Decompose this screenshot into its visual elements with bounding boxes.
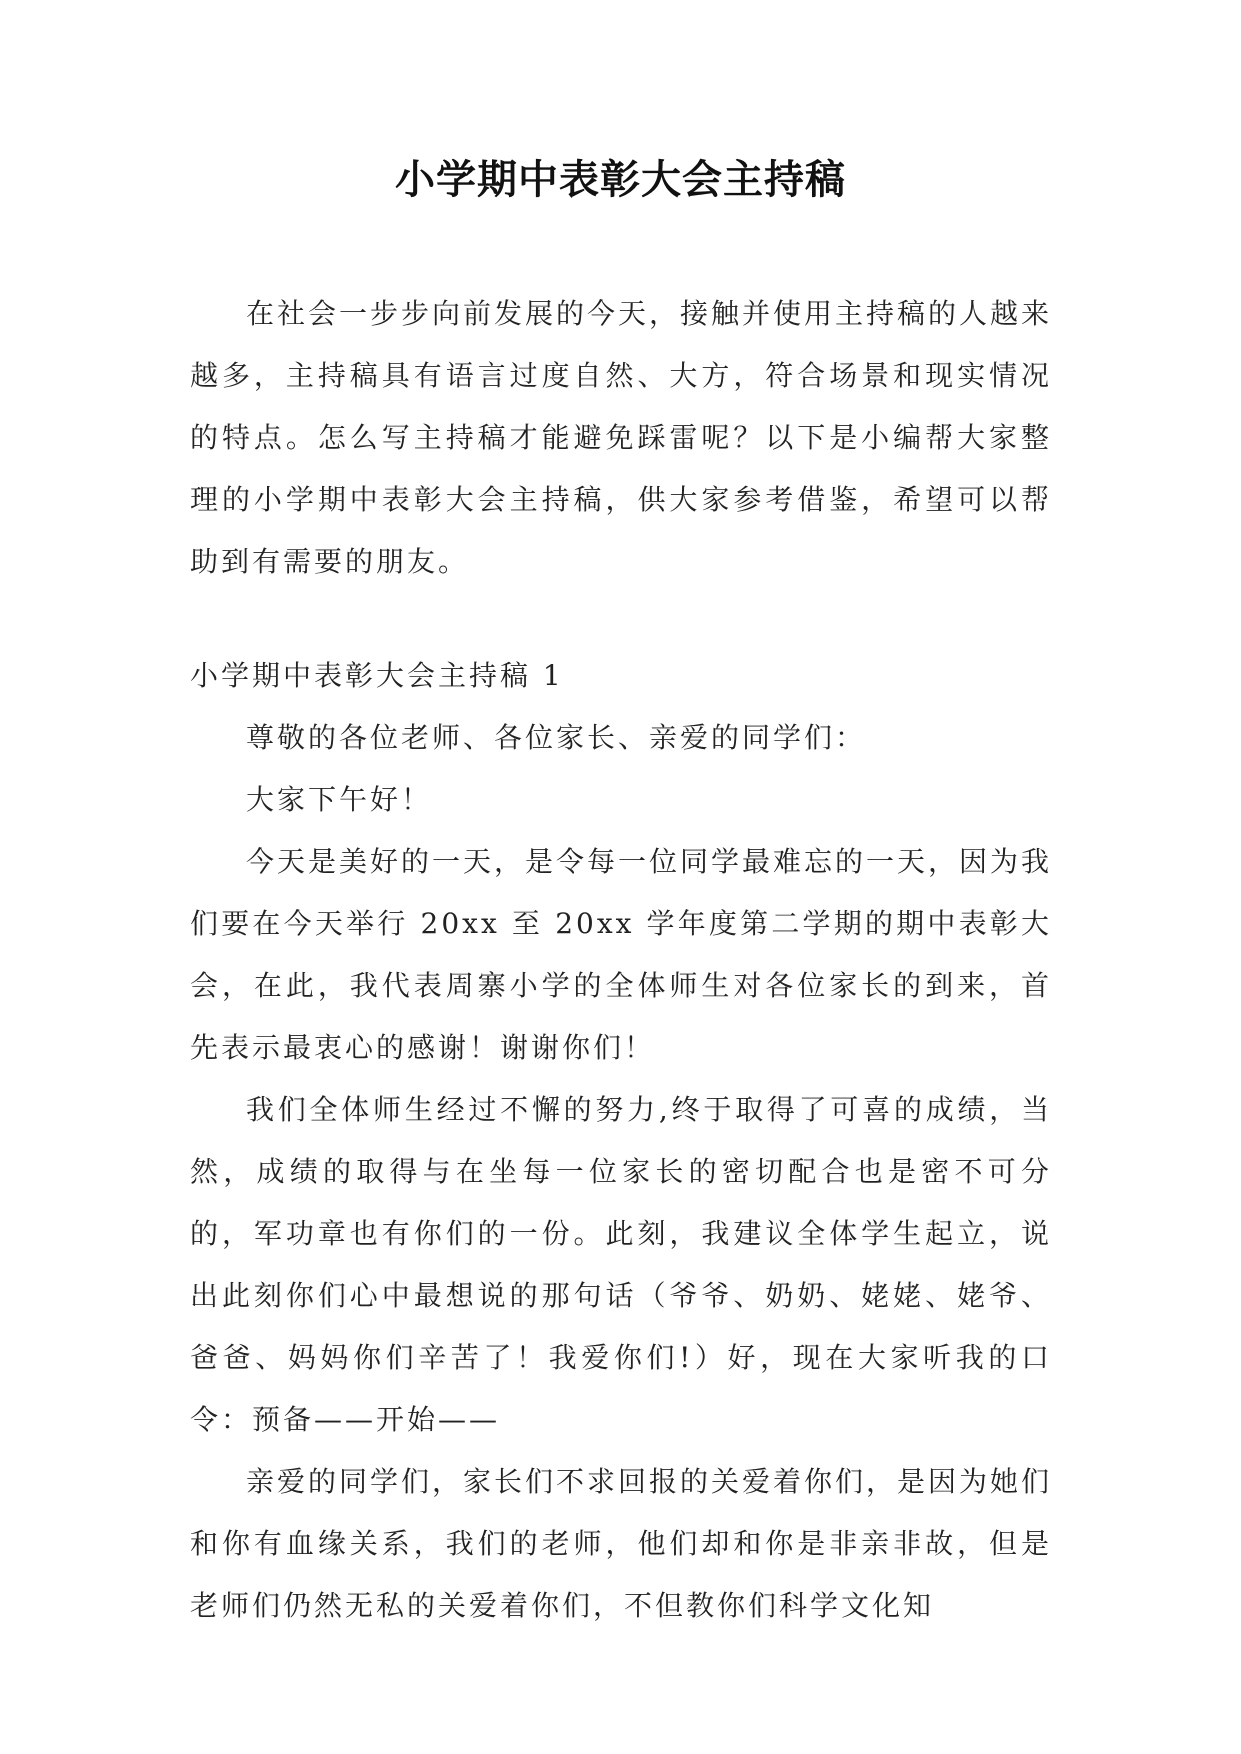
salutation-paragraph: 大家下午好！: [246, 783, 433, 816]
intro-paragraph: 在社会一步步向前发展的今天，接触并使用主持稿的人越来越多，主持稿具有语言过度自然、大方，符合场景和现实情况的特点。怎么写主持稿才能避免踩雷呢？以下是小编帮大家整理的小学期中表彰大会主持稿，供大家参考借鉴，希望可以帮助到有需要的朋友。: [190, 297, 1053, 578]
document-title: 小学期中表彰大会主持稿: [395, 157, 846, 203]
section-heading: 小学期中表彰大会主持稿 1: [190, 659, 564, 692]
section-spacer: [190, 593, 1052, 645]
body-paragraph: 我们全体师生经过不懈的努力,终于取得了可喜的成绩，当然，成绩的取得与在坐每一位家长的密切配合也是密不可分的，军功章也有你们的一份。此刻，我建议全体学生起立，说出此刻你们心中最想说的那句话（爷爷、奶奶、姥姥、姥爷、爸爸、妈妈你们辛苦了！我爱你们!）好，现在大家听我的口令：预备——开始——: [190, 1093, 1052, 1436]
greeting-paragraph: 尊敬的各位老师、各位家长、亲爱的同学们：: [246, 721, 867, 754]
body-paragraph: 今天是美好的一天，是令每一位同学最难忘的一天，因为我们要在今天举行 20xx 至 20xx 学年度第二学期的期中表彰大会，在此，我代表周寨小学的全体师生对各位家长的到来，首先表示最衷心的感谢！谢谢你们！: [190, 845, 1053, 1064]
document-body: [190, 283, 1052, 1637]
body-paragraph: 亲爱的同学们，家长们不求回报的关爱着你们，是因为她们和你有血缘关系，我们的老师，他们却和你是非亲非故，但是老师们仍然无私的关爱着你们，不但教你们科学文化知: [190, 1465, 1053, 1622]
